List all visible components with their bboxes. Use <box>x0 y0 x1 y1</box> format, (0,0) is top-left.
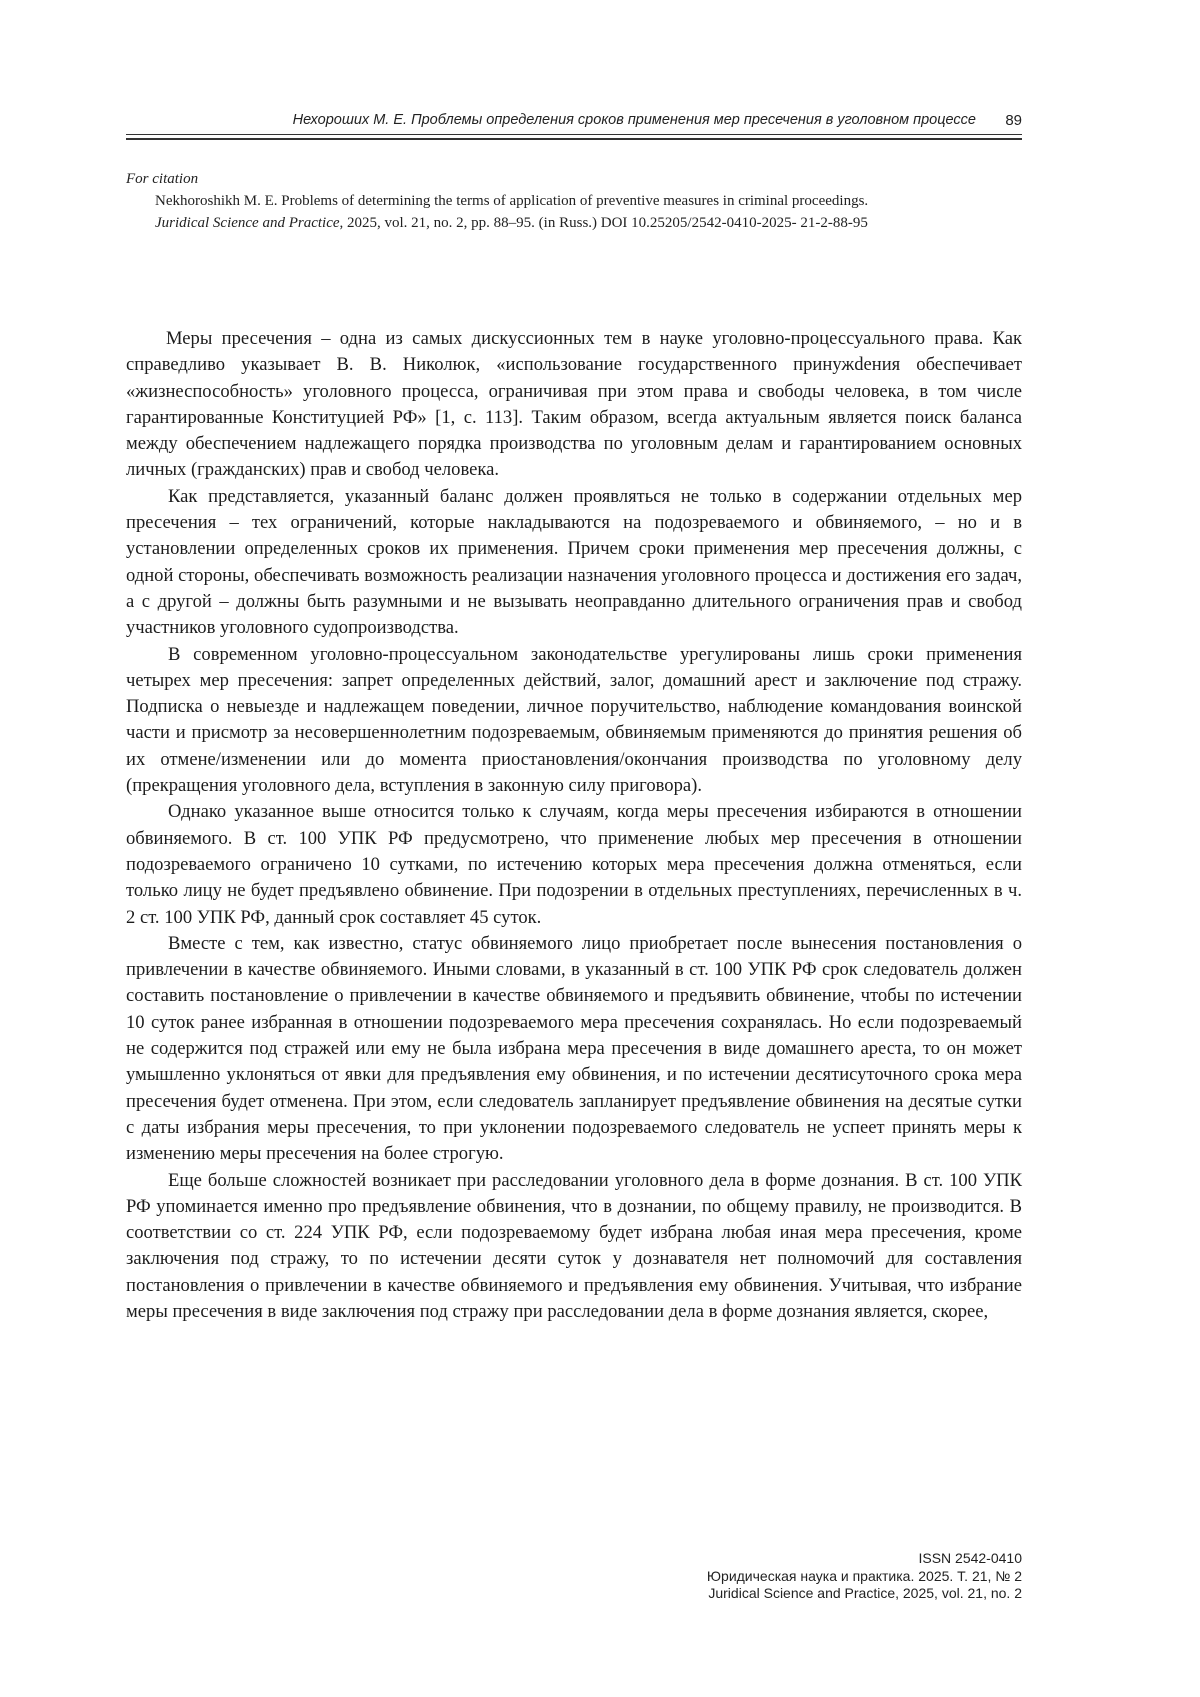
article-body <box>126 326 1022 1325</box>
running-header <box>126 112 1022 128</box>
paragraph: Вместе с тем, как известно, статус обвиняемого лицо приобретает после вынесения постановления о привлечении в качестве обвиняемого. Иными словами, в указанный в ст. 100 УПК РФ срок следователь должен составить постановление о привлечении в качестве обвиняемого и предъявить обвинение, чтобы по истечении 10 суток ранее избранная в отношении подозреваемого мера пресечения сохранялась. Но если подозреваемый не содержится под стражей или ему не была избрана мера пресечения в виде домашнего ареста, то он может умышленно уклоняться от явки для предъявления ему обвинения, и по истечении десятисуточного срока мера пресечения будет отменена. При этом, если следователь запланирует предъявление обвинения на десятые сутки с даты избрания меры пресечения, то при уклонении подозреваемого следователь не успеет принять меры к изменению меры пресечения на более строгую. <box>126 932 1022 1165</box>
header-rule-thin <box>126 134 1022 135</box>
paragraph: Однако указанное выше относится только к случаям, когда меры пресечения избираются в отношении обвиняемого. В ст. 100 УПК РФ предусмотрено, что применение любых мер пресечения в отношении подозреваемого ограничено 10 сутками, по истечению которых мера пресечения должна отменяться, если только лицу не будет предъявлено обвинение. При подозрении в отдельных преступлениях, перечисленных в ч. 2 ст. 100 УПК РФ, данный срок составляет 45 суток. <box>126 801 1022 928</box>
paragraph: Как представляется, указанный баланс должен проявляться не только в содержании отдельных мер пресечения – тех ограничений, которые накладываются на подозреваемого и обвиняемого, – но и в установлении определенных сроков их применения. Причем сроки применения мер пресечения должны, с одной стороны, обеспечивать возможность реализации назначения уголовного процесса и достижения его задач, а с другой – должны быть разумными и не вызывать неоправданно длительного ограничения прав и свобод участников уголовного судопроизводства. <box>126 485 1022 639</box>
citation-label: For citation <box>126 171 199 187</box>
citation-journal: Juridical Science and Practice <box>155 215 340 231</box>
paragraph: В современном уголовно-процессуальном законодательстве урегулированы лишь сроки применения четырех мер пресечения: запрет определенных действий, залог, домашний арест и заключение под стражу. Подписка о невыезде и надлежащем поведении, личное поручительство, наблюдение командования воинской части и присмотр за несовершеннолетним подозреваемым, обвиняемым применяются до принятия решения об их отмене/изменении или до момента приостановления/окончания производства по уголовному делу (прекращения уголовного дела, вступления в законную силу приговора). <box>126 643 1022 797</box>
citation-line-2 <box>126 212 1026 234</box>
footer-journal-en: Juridical Science and Practice, 2025, vol. 21, no. 2 <box>708 1585 1022 1601</box>
header-author: Нехороших М. Е. <box>292 112 408 128</box>
citation-details: , 2025, vol. 21, no. 2, pp. 88–95. (in Russ.) DOI 10.25205/2542-0410-2025- 21-2-88-95 <box>339 215 868 231</box>
citation-block <box>126 168 1026 234</box>
citation-line-1: Nekhoroshikh M. E. Problems of determining the terms of application of preventive measures in criminal proceedings. <box>155 193 869 209</box>
header-title: Проблемы определения сроков применения мер пресечения в уголовном процессе <box>411 112 976 128</box>
paragraph: Еще больше сложностей возникает при расследовании уголовного дела в форме дознания. В ст. 100 УПК РФ упоминается именно про предъявление обвинения, что в дознании, по общему правилу, не производится. В соответствии со ст. 224 УПК РФ, если подозреваемому будет избрана любая иная мера пресечения, кроме заключения под стражу, то по истечении десяти суток у дознавателя нет полномочий для составления постановления о привлечении в качестве обвиняемого и предъявления ему обвинения. Учитывая, что избрание меры пресечения в виде заключения под стражу при расследовании дела в форме дознания является, скорее, <box>126 1169 1022 1322</box>
paragraph: Меры пресечения – одна из самых дискуссионных тем в науке уголовно-процессуального права. Как справедливо указывает В. В. Николюк, «использование государственного принужdения обеспечивает «жизнеспособность» уголовного процесса, ограничивая при этом права и свободы человека, в том числе гарантированные Конституцией РФ» [1, с. 113]. Таким образом, всегда актуальным является поиск баланса между обеспечением надлежащего порядка производства по уголовным делам и гарантированием основных личных (гражданских) прав и свобод человека. <box>126 328 1022 481</box>
footer-issn: ISSN 2542-0410 <box>918 1550 1022 1566</box>
footer-journal-ru: Юридическая наука и практика. 2025. Т. 21, № 2 <box>706 1567 1022 1584</box>
header-rule-thick <box>126 138 1022 140</box>
running-title <box>126 112 1022 128</box>
page-number: 89 <box>1005 112 1022 129</box>
page-footer <box>602 1550 1022 1603</box>
